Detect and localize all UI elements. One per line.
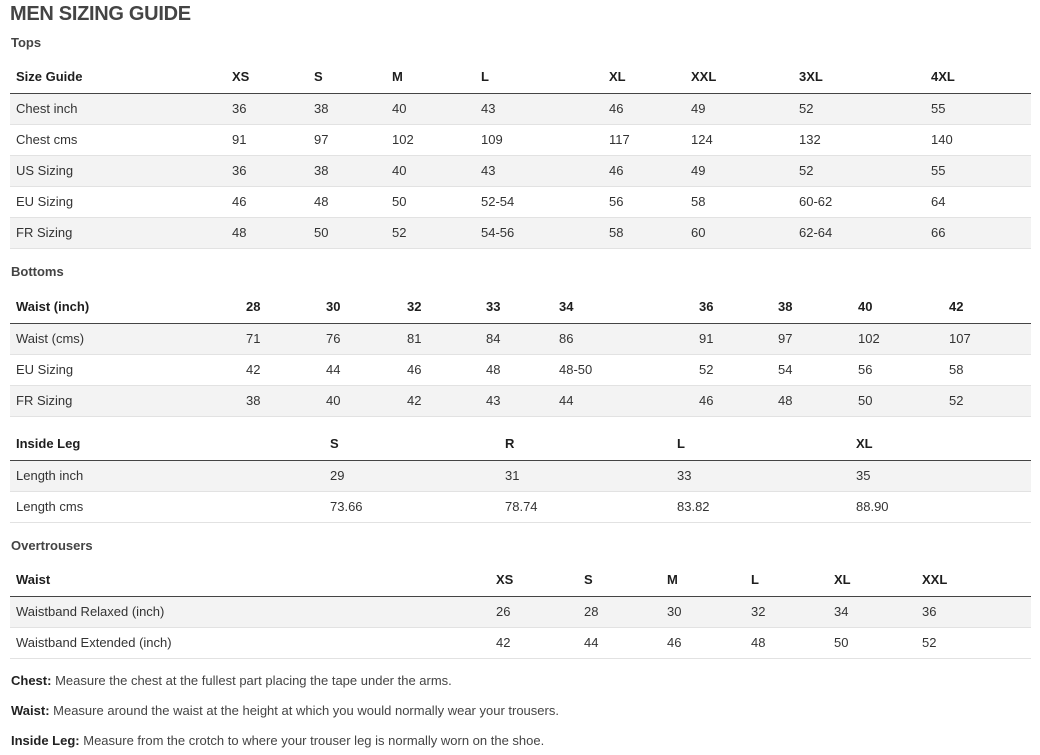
table-cell: 62-64 — [793, 217, 925, 248]
note-waist-label: Waist: — [11, 703, 50, 718]
tops-size-table — [10, 61, 1031, 249]
table-cell: 48 — [308, 186, 386, 217]
table-cell: 46 — [603, 93, 685, 124]
table-cell: 56 — [852, 354, 943, 385]
table-cell: 44 — [578, 627, 661, 658]
table-cell: 44 — [553, 385, 693, 416]
row-label: Length inch — [10, 460, 324, 491]
note-chest-label: Chest: — [11, 673, 52, 688]
column-header: Waist (inch) — [10, 291, 240, 323]
row-label: US Sizing — [10, 155, 226, 186]
table-cell: 52 — [916, 627, 1031, 658]
table-cell: 109 — [475, 124, 603, 155]
note-inside-leg-text: Measure from the crotch to where your trouser leg is normally worn on the shoe. — [79, 733, 545, 748]
column-header: 28 — [240, 291, 320, 323]
page-title: MEN SIZING GUIDE — [10, 3, 191, 25]
table-row — [10, 491, 1031, 522]
column-header: R — [499, 428, 671, 460]
table-row — [10, 217, 1031, 248]
table-cell: 40 — [320, 385, 401, 416]
table-cell: 50 — [828, 627, 916, 658]
table-cell: 42 — [240, 354, 320, 385]
table-cell: 50 — [852, 385, 943, 416]
table-cell: 48 — [226, 217, 308, 248]
column-header: XS — [226, 61, 308, 93]
table-cell: 50 — [386, 186, 475, 217]
table-cell: 54 — [772, 354, 852, 385]
section-title-tops: Tops — [11, 35, 42, 50]
table-cell: 76 — [320, 323, 401, 354]
table-cell: 34 — [828, 596, 916, 627]
column-header: M — [386, 61, 475, 93]
column-header: XXL — [685, 61, 793, 93]
column-header: L — [745, 564, 828, 596]
table-cell: 36 — [226, 93, 308, 124]
table-cell: 52 — [793, 93, 925, 124]
column-header: Inside Leg — [10, 428, 324, 460]
row-label: Waistband Extended (inch) — [10, 627, 490, 658]
table-cell: 140 — [925, 124, 1031, 155]
table-cell: 33 — [671, 460, 850, 491]
table-cell: 38 — [308, 93, 386, 124]
table-cell: 48-50 — [553, 354, 693, 385]
table-cell: 58 — [943, 354, 1031, 385]
table-cell: 49 — [685, 155, 793, 186]
table-cell: 48 — [772, 385, 852, 416]
table-cell: 52 — [386, 217, 475, 248]
table-cell: 46 — [693, 385, 772, 416]
bottoms-size-table — [10, 291, 1031, 417]
column-header: 32 — [401, 291, 480, 323]
table-cell: 38 — [240, 385, 320, 416]
table-cell: 81 — [401, 323, 480, 354]
table-cell: 132 — [793, 124, 925, 155]
table-cell: 107 — [943, 323, 1031, 354]
table-cell: 42 — [401, 385, 480, 416]
table-row — [10, 460, 1031, 491]
table-cell: 46 — [226, 186, 308, 217]
column-header: XL — [603, 61, 685, 93]
row-label: FR Sizing — [10, 217, 226, 248]
note-waist — [11, 703, 559, 718]
table-cell: 26 — [490, 596, 578, 627]
table-cell: 46 — [661, 627, 745, 658]
overtrousers-size-table — [10, 564, 1031, 659]
table-cell: 43 — [480, 385, 553, 416]
table-cell: 43 — [475, 155, 603, 186]
table-row — [10, 124, 1031, 155]
table-row — [10, 354, 1031, 385]
table-cell: 52-54 — [475, 186, 603, 217]
note-waist-text: Measure around the waist at the height at which you would normally wear your trousers. — [49, 703, 559, 718]
table-cell: 55 — [925, 93, 1031, 124]
column-header: M — [661, 564, 745, 596]
note-chest-text: Measure the chest at the fullest part placing the tape under the arms. — [51, 673, 452, 688]
table-cell: 52 — [693, 354, 772, 385]
note-chest — [11, 673, 452, 688]
column-header: 34 — [553, 291, 693, 323]
table-cell: 32 — [745, 596, 828, 627]
table-cell: 46 — [603, 155, 685, 186]
table-cell: 30 — [661, 596, 745, 627]
table-cell: 49 — [685, 93, 793, 124]
section-title-overtrousers: Overtrousers — [11, 538, 93, 553]
table-cell: 52 — [943, 385, 1031, 416]
row-label: EU Sizing — [10, 186, 226, 217]
table-cell: 91 — [226, 124, 308, 155]
row-label: EU Sizing — [10, 354, 240, 385]
column-header: L — [475, 61, 603, 93]
table-row — [10, 385, 1031, 416]
row-label: Chest cms — [10, 124, 226, 155]
row-label: Waistband Relaxed (inch) — [10, 596, 490, 627]
table-cell: 44 — [320, 354, 401, 385]
table-cell: 38 — [308, 155, 386, 186]
table-cell: 31 — [499, 460, 671, 491]
table-row — [10, 627, 1031, 658]
table-cell: 58 — [603, 217, 685, 248]
table-cell: 78.74 — [499, 491, 671, 522]
table-cell: 50 — [308, 217, 386, 248]
column-header: L — [671, 428, 850, 460]
table-cell: 64 — [925, 186, 1031, 217]
table-cell: 48 — [745, 627, 828, 658]
table-row — [10, 93, 1031, 124]
table-cell: 43 — [475, 93, 603, 124]
table-cell: 102 — [386, 124, 475, 155]
column-header: 42 — [943, 291, 1031, 323]
column-header: Size Guide — [10, 61, 226, 93]
column-header: Waist — [10, 564, 490, 596]
inside-leg-table — [10, 428, 1031, 523]
column-header: XXL — [916, 564, 1031, 596]
column-header: S — [308, 61, 386, 93]
table-cell: 73.66 — [324, 491, 499, 522]
row-label: Length cms — [10, 491, 324, 522]
table-cell: 42 — [490, 627, 578, 658]
table-cell: 91 — [693, 323, 772, 354]
table-cell: 36 — [226, 155, 308, 186]
column-header: 36 — [693, 291, 772, 323]
table-cell: 52 — [793, 155, 925, 186]
table-cell: 71 — [240, 323, 320, 354]
column-header: S — [324, 428, 499, 460]
column-header: 30 — [320, 291, 401, 323]
table-cell: 40 — [386, 93, 475, 124]
table-cell: 83.82 — [671, 491, 850, 522]
table-header-row — [10, 61, 1031, 93]
table-cell: 28 — [578, 596, 661, 627]
table-cell: 97 — [308, 124, 386, 155]
row-label: Chest inch — [10, 93, 226, 124]
table-cell: 36 — [916, 596, 1031, 627]
table-cell: 56 — [603, 186, 685, 217]
column-header: 3XL — [793, 61, 925, 93]
table-row — [10, 596, 1031, 627]
column-header: 4XL — [925, 61, 1031, 93]
table-cell: 46 — [401, 354, 480, 385]
table-cell: 84 — [480, 323, 553, 354]
column-header: XL — [850, 428, 1031, 460]
table-cell: 29 — [324, 460, 499, 491]
table-cell: 48 — [480, 354, 553, 385]
table-cell: 66 — [925, 217, 1031, 248]
column-header: S — [578, 564, 661, 596]
table-header-row — [10, 564, 1031, 596]
table-cell: 60-62 — [793, 186, 925, 217]
column-header: XL — [828, 564, 916, 596]
table-cell: 58 — [685, 186, 793, 217]
column-header: XS — [490, 564, 578, 596]
row-label: FR Sizing — [10, 385, 240, 416]
table-cell: 86 — [553, 323, 693, 354]
row-label: Waist (cms) — [10, 323, 240, 354]
table-cell: 124 — [685, 124, 793, 155]
table-cell: 35 — [850, 460, 1031, 491]
note-inside-leg-label: Inside Leg: — [11, 733, 80, 748]
table-cell: 40 — [386, 155, 475, 186]
note-inside-leg — [11, 733, 544, 748]
table-cell: 97 — [772, 323, 852, 354]
table-cell: 88.90 — [850, 491, 1031, 522]
table-cell: 54-56 — [475, 217, 603, 248]
table-header-row — [10, 428, 1031, 460]
table-cell: 60 — [685, 217, 793, 248]
table-header-row — [10, 291, 1031, 323]
column-header: 40 — [852, 291, 943, 323]
column-header: 38 — [772, 291, 852, 323]
table-cell: 55 — [925, 155, 1031, 186]
table-cell: 117 — [603, 124, 685, 155]
table-row — [10, 155, 1031, 186]
table-cell: 102 — [852, 323, 943, 354]
table-row — [10, 323, 1031, 354]
section-title-bottoms: Bottoms — [11, 264, 64, 279]
column-header: 33 — [480, 291, 553, 323]
table-row — [10, 186, 1031, 217]
